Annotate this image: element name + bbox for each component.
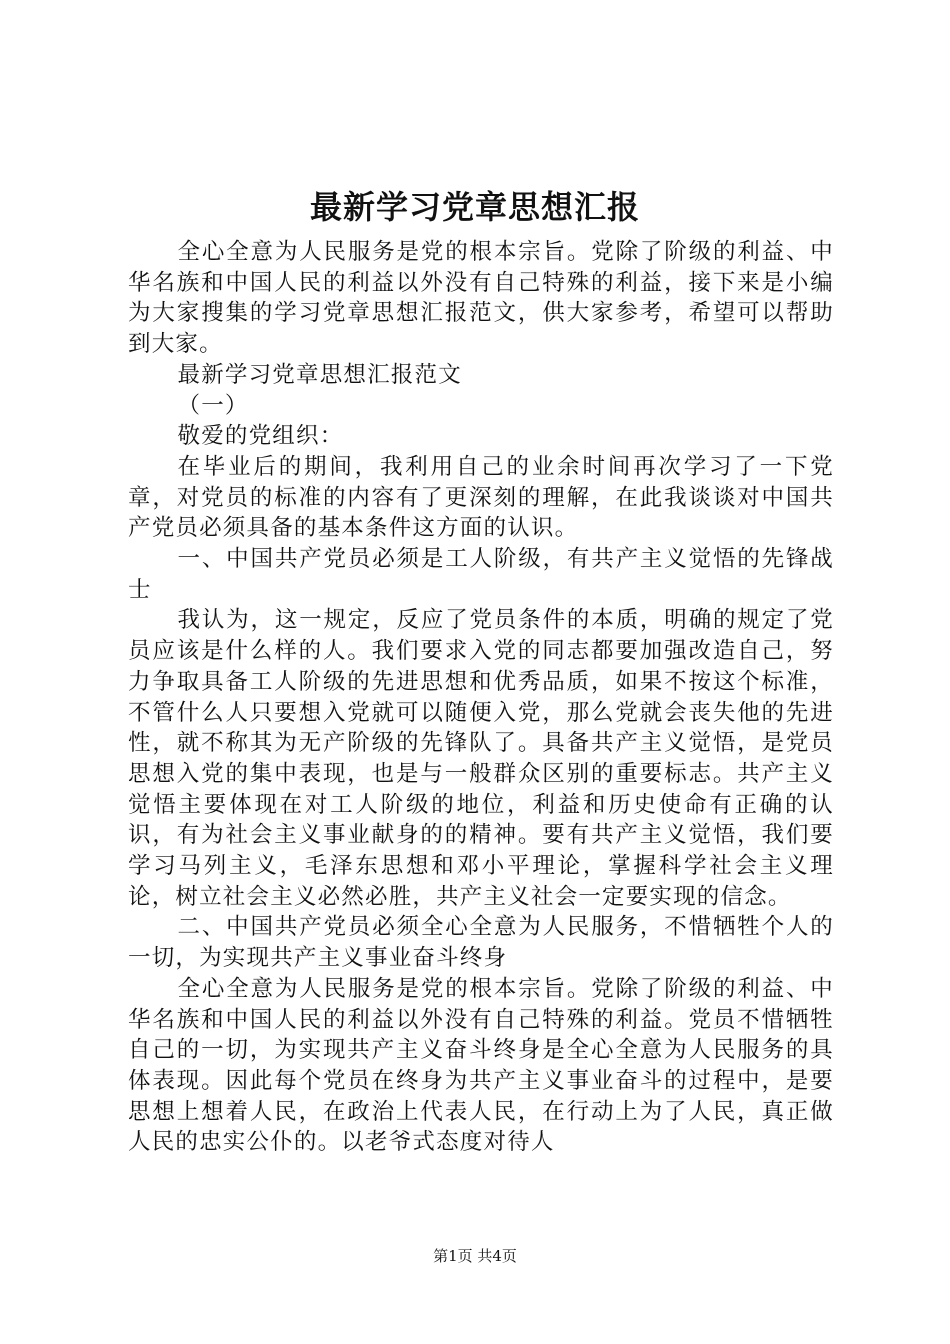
paragraph-body-two: 全心全意为人民服务是党的根本宗旨。党除了阶级的利益、中华名族和中国人民的利益以外没有自己特殊的利益。党员不惜牺牲自己的一切，为实现共产主义奋斗终身是全心全意为人民服务的具体表现。因此每个党员在终身为共产主义事业奋斗的过程中，是要思想上想着人民，在政治上代表人民，在行动上为了人民，真正做人民的忠实公仆的。以老爷式态度对待人 [128, 975, 834, 1156]
page-footer: 第1页 共4页 [433, 1247, 517, 1265]
document-body [128, 237, 834, 1158]
paragraph-section-number: （一） [177, 392, 249, 419]
paragraph-body-one: 我认为，这一规定，反应了党员条件的本质，明确的规定了党员应该是什么样的人。我们要求入党的同志都要加强改造自己，努力争取具备工人阶级的先进思想和优秀品质，如果不按这个标准，不管什么人只要想入党就可以随便入党，那么党就会丧失他的先进性，就不称其为无产阶级的先锋队了。具备共产主义觉悟，是党员思想入党的集中表现，也是与一般群众区别的重要标志。共产主义觉悟主要体现在对工人阶级的地位，利益和历史使命有正确的认识，有为社会主义事业献身的的精神。要有共产主义觉悟，我们要学习马列主义，毛泽东思想和邓小平理论，掌握科学社会主义理论，树立社会主义必然必胜，共产主义社会一定要实现的信念。 [128, 607, 834, 910]
document-title: 最新学习党章思想汇报 [309, 188, 640, 226]
paragraph-heading-two: 二、中国共产党员必须全心全意为人民服务，不惜牺牲个人的一切，为实现共产主义事业奋斗终身 [128, 914, 834, 972]
paragraph-intro: 全心全意为人民服务是党的根本宗旨。党除了阶级的利益、中华名族和中国人民的利益以外没有自己特殊的利益，接下来是小编为大家搜集的学习党章思想汇报范文，供大家参考，希望可以帮助到大家。 [128, 239, 834, 358]
paragraph-opening: 在毕业后的期间，我利用自己的业余时间再次学习了一下党章，对党员的标准的内容有了更深刻的理解，在此我谈谈对中国共产党员必须具备的基本条件这方面的认识。 [128, 453, 834, 542]
paragraph-subtitle: 最新学习党章思想汇报范文 [177, 361, 462, 388]
paragraph-heading-one: 一、中国共产党员必须是工人阶级，有共产主义觉悟的先锋战士 [128, 546, 834, 603]
paragraph-salutation: 敬爱的党组织： [177, 423, 344, 450]
